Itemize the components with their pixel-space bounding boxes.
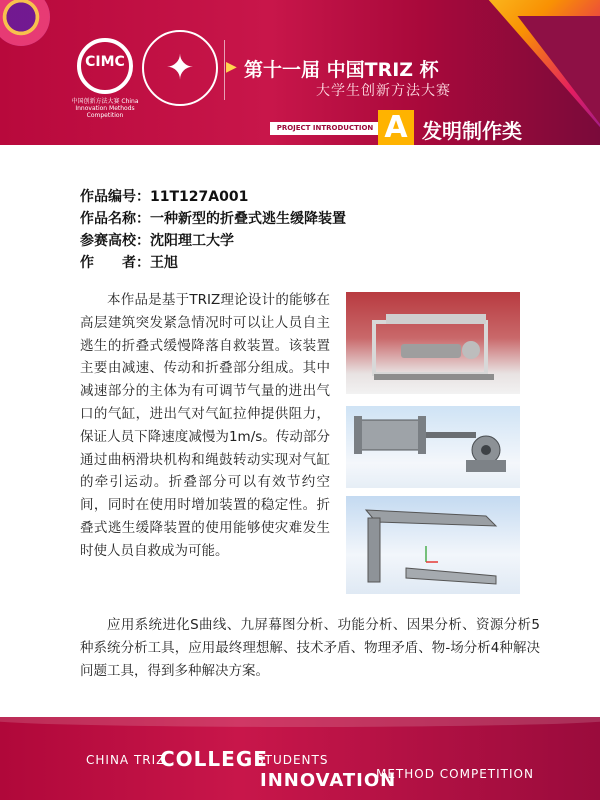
category-badge: A (378, 110, 414, 145)
frame-illustration (346, 496, 520, 594)
prototype-photo (346, 292, 520, 394)
cylinder-illustration (346, 406, 520, 488)
project-description: 本作品是基于TRIZ理论设计的能够在高层建筑突发紧急情况时可以让人员自主逃生的折叠式缓慢降落自救装置。该装置主要由减速、传动和折叠部分组成。其中减速部分的主体为有可调节气量的进出气口的气缸，进出气对气缸拉伸提供阻力，保证人员下降速度减慢为1m/s。传动部分通过曲柄滑块机构和绳鼓转动实现对气缸的牵引运动。折叠部分可以有效节约空间，同时在使用时增加装置的稳定性。折叠式逃生缓降装置的使用能够使灾难发生时使人员自救成为可能。 (80, 292, 330, 559)
cimc-logo-caption: 中国创新方法大赛 China Innovation Methods Competition (71, 98, 139, 119)
decorative-circle (0, 0, 50, 46)
footer-banner (0, 717, 600, 800)
category-label: 发明制作类 (422, 119, 522, 143)
project-intro-bar: PROJECT INTRODUCTION (270, 122, 380, 135)
cimc-logo (70, 38, 140, 119)
footer-innovation: INNOVATION (260, 770, 397, 791)
prototype-illustration (346, 292, 520, 394)
project-info (80, 186, 540, 274)
header-divider (224, 40, 225, 100)
cimc-logo-text: CIMC (85, 54, 125, 70)
header-banner (0, 0, 600, 145)
competition-subtitle: 大学生创新方法大赛 (316, 83, 451, 99)
footer-students: STUDENTS (256, 753, 329, 767)
analysis-methods: 应用系统进化S曲线、九屏幕图分析、功能分析、因果分析、资源分析5种系统分析工具，应用最终理想解、技术矛盾、物理矛盾、物-场分析4种解决问题工具，得到多种解决方案。 (80, 617, 540, 679)
project-author: 作 者：王旭 (80, 255, 178, 271)
footer-method-competition: METHOD COMPETITION (376, 767, 534, 781)
competition-title: 第十一届 中国TRIZ 杯 (244, 59, 439, 81)
competition-emblem (142, 30, 218, 106)
footer-college: COLLEGE (160, 747, 268, 771)
cylinder-model-render (346, 406, 520, 488)
play-icon: ▶ (226, 59, 237, 75)
project-school: 参赛高校：沈阳理工大学 (80, 233, 234, 249)
footer-china-triz: CHINA TRIZ (86, 753, 166, 767)
footer-wave (0, 717, 600, 727)
project-number: 作品编号：11T127A001 (80, 189, 249, 205)
cimc-logo-mark (77, 38, 133, 94)
star-icon: ✦ (165, 48, 195, 88)
frame-model-render (346, 496, 520, 594)
project-name: 作品名称：一种新型的折叠式逃生缓降装置 (80, 211, 346, 227)
